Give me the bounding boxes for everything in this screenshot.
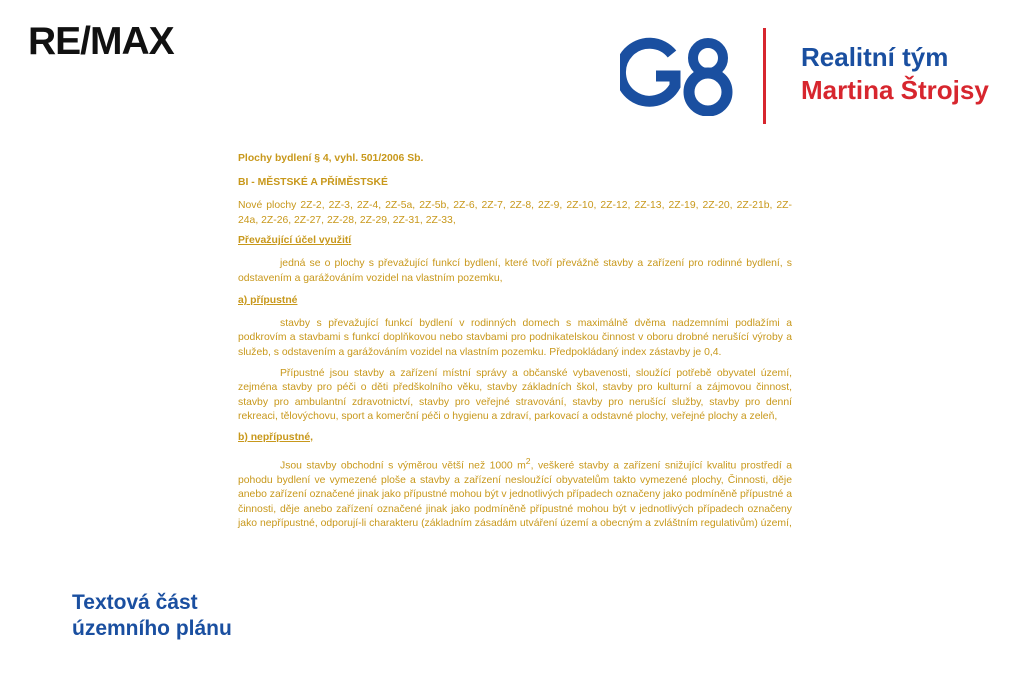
- caption-line1: Textová část: [72, 591, 198, 614]
- doc-forbidden-text-a: Jsou stavby obchodní s výměrou větší než 1000 m: [280, 459, 526, 471]
- doc-new-areas: Nové plochy 2Z-2, 2Z-3, 2Z-4, 2Z-5a, 2Z-5b, 2Z-6, 2Z-7, 2Z-8, 2Z-9, 2Z-10, 2Z-12, 2Z-13, 2Z-19, 2Z-20, 2Z-21b, 2Z-24a, 2Z-26, 2Z-27, 2Z-28, 2Z-29, 2Z-31, 2Z-33,: [238, 200, 792, 226]
- doc-main-use-text: jedná se o plochy s převažující funkcí bydlení, které tvoří převážně stavby a zařízení pro rodinné bydlení, s odstavením a garážováním vozidel na vlastním pozemku,: [238, 257, 792, 284]
- remax-logo: RE/MAX: [28, 20, 174, 63]
- doc-main-use-heading: Převažující účel využití: [238, 235, 352, 247]
- doc-forbidden-heading: b) nepřípustné,: [238, 431, 314, 443]
- doc-forbidden-text-b: , veškeré stavby a zařízení snižující kvalitu prostředí a pohodu bydlení ve vymezené ploše a stavby a zařízení nesloužící obyvatelům takto vymezené plochy, Činnosti, děje anebo zařízení označené jinak jako přípustné mohou být v jednotlivých případech označeny jako podmíněně přípustné a činnosti, děje anebo zařízení označené jinak jako podmíněně přípustné mohou být v jednotlivých případech označeny jako nepřípustné, odporují-li charakteru (základním zásadám utváření území a obecným a zvláštním regulativům) území,: [238, 459, 792, 530]
- header-divider: [763, 28, 766, 124]
- doc-allowed-text-2: Přípustné jsou stavby a zařízení místní správy a občanské vybavenosti, sloužící potřebě obyvatel území, zejména stavby pro péči o děti předškolního věku, stavby základních škol, stavby pro kulturní a zájmovou činnost, stavby pro ambulantní zdravotnictví, stavby pro veřejné stravování, stavby pro nerušící služby, stavby pro denní rekreaci, tělovýchovu, sport a komerční péči o hygienu a zdraví, parkovací a odstavné plochy, veřejné plochy a zeleň,: [238, 367, 792, 423]
- team-name-line2: Martina Štrojsy: [801, 75, 989, 105]
- doc-forbidden-sup: 2: [525, 455, 531, 466]
- caption-line2: územního plánu: [72, 617, 232, 640]
- doc-title: Plochy bydlení § 4, vyhl. 501/2006 Sb.: [238, 153, 424, 164]
- doc-allowed-heading: a) přípustné: [238, 295, 298, 307]
- document-excerpt: [238, 152, 792, 532]
- slide-caption: [72, 590, 232, 642]
- doc-forbidden-text: [238, 454, 792, 532]
- team-name-line1: Realitní tým: [801, 42, 949, 72]
- g8-logo: [620, 36, 736, 116]
- document-fade: [238, 540, 798, 558]
- doc-allowed-text-1: stavby s převažující funkcí bydlení v rodinných domech s maximálně dvěma nadzemními podlažími a podkrovím a stavbami s funkcí doplňkovou nebo stavbami pro podnikatelskou činnost v oboru drobné nerušící výroby a služeb, s odstavením a garážováním vozidel na vlastním pozemku. Předpokládaný index zástavby je 0,4.: [238, 317, 792, 358]
- doc-subtitle: BI - MĚSTSKÉ A PŘÍMĚSTSKÉ: [238, 176, 388, 188]
